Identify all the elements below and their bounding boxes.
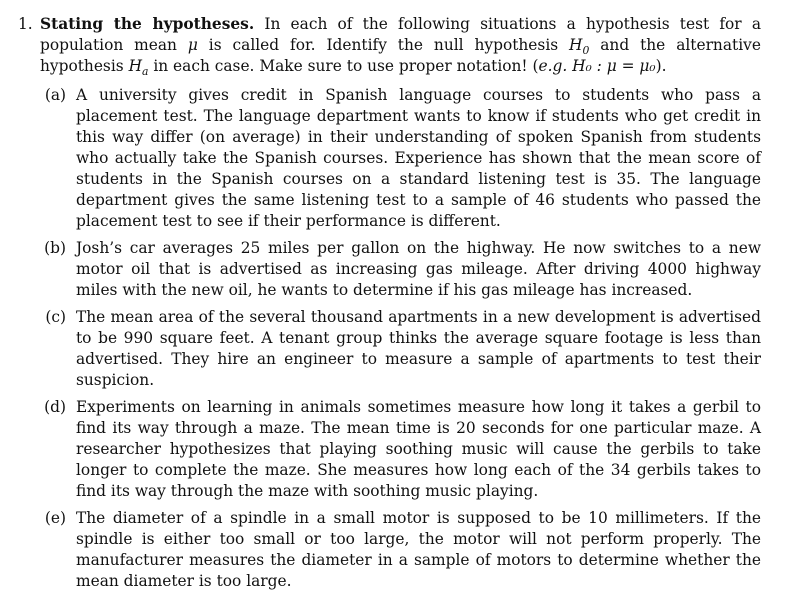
- intro-text-a: In each of the following situations a hypothesis test for a population mean: [40, 15, 761, 54]
- part-label: (c): [45, 308, 66, 326]
- eg-text: e.g.: [538, 57, 568, 75]
- intro-text-c: and the alternative hypothesis: [40, 36, 761, 75]
- parts-list: [40, 85, 761, 592]
- part-text: A university gives credit in Spanish language courses to students who pass a placement test. The language department wants to know if students who get credit in this way differ (on average) in their understanding of spoken Spanish from students who actually take the Spanish courses. Experience has shown that the mean score of students in the Spanish courses on a standard listening test is 35. The language department gives the same listening test to a sample of 46 students who passed the placement test to see if their performance is different.: [76, 86, 761, 230]
- part-e: [40, 508, 761, 592]
- problem-header: [18, 14, 761, 77]
- null-hypothesis-symbol: [569, 36, 590, 58]
- notation-example: H₀ : μ = μ₀: [572, 57, 656, 75]
- problem-intro: [40, 14, 761, 77]
- problem-number: 1.: [18, 15, 33, 33]
- intro-text-d: in each case. Make sure to use proper notation! (: [153, 57, 539, 75]
- part-a: [40, 85, 761, 232]
- intro-text-b: is called for. Identify the null hypothesis: [208, 36, 559, 54]
- part-label: (e): [44, 509, 66, 527]
- part-text: The mean area of the several thousand apartments in a new development is advertised to be 990 square feet. A tenant group thinks the average square footage is less than advertised. They hire an engineer to measure a sample of apartments to test their suspicion.: [76, 308, 761, 389]
- problem-title: Stating the hypotheses.: [40, 15, 255, 33]
- alt-h-letter: H: [128, 57, 142, 75]
- intro-text-e: ).: [655, 57, 667, 75]
- mu-symbol: μ: [187, 36, 198, 54]
- part-label: (a): [44, 86, 66, 104]
- part-d: [40, 397, 761, 502]
- part-text: The diameter of a spindle in a small motor is supposed to be 10 millimeters. If the spindle is either too small or too large, the motor will not perform properly. The manufacturer measures the diameter in a sample of motors to determine whether the mean diameter is too large.: [76, 509, 761, 590]
- part-label: (d): [44, 398, 66, 416]
- part-label: (b): [44, 239, 66, 257]
- part-c: [40, 307, 761, 391]
- null-subscript: 0: [582, 44, 590, 58]
- part-b: [40, 238, 761, 301]
- part-text: Josh’s car averages 25 miles per gallon on the highway. He now switches to a new motor oil that is advertised as increasing gas mileage. After driving 4000 highway miles with the new oil, he wants to determine if his gas mileage has increased.: [76, 239, 761, 299]
- alt-hypothesis-symbol: [128, 57, 149, 79]
- part-text: Experiments on learning in animals sometimes measure how long it takes a gerbil to find its way through a maze. The mean time is 20 seconds for one particular maze. A researcher hypothesizes that playing soothing music will cause the gerbils to take longer to complete the maze. She measures how long each of the 34 gerbils takes to find its way through the maze with soothing music playing.: [76, 398, 761, 500]
- null-h-letter: H: [569, 36, 583, 54]
- alt-subscript: a: [141, 65, 149, 79]
